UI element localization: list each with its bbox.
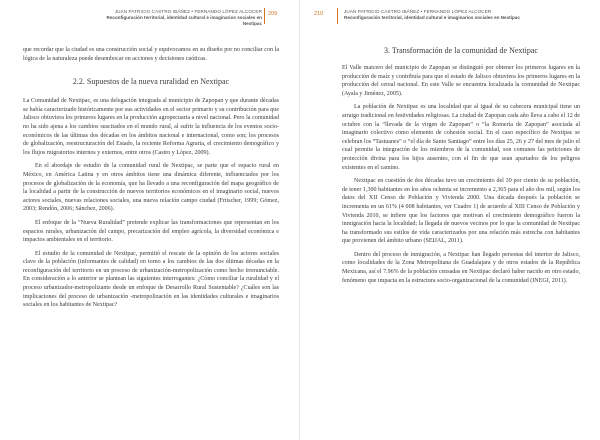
- right-body-text: [342, 46, 580, 285]
- right-page-number: 210: [314, 11, 324, 17]
- left-opening-paragraph: que recordar que la ciudad es una construcción social y equivocamos en su diseño por no conciliar con la lógica de la naturaleza puede desembocar en acciones y decisiones caóticas.: [23, 47, 279, 62]
- right-page: [300, 0, 600, 440]
- left-paragraph-3: El enfoque de la “Nueva Ruralidad” pretende explicar las transformaciones que representan en los espacios rurales, urbanización del campo, precarización del empleo agrícola, la diversidad económica e impactos ambientales en el territorio.: [23, 219, 279, 244]
- right-paragraph-3: Nextipac en cuestión de dos décadas tuvo un crecimiento del 39 por ciento de su población, de tener 1,300 habitantes en los años ochenta se incremento a 2,365 para el año dos mil, según los datos del XII Censo de Población y Vivienda 2000. Una década después la población se incrementa en un 61% (4 008 habitantes, ver Cuadro 1) de acuerdo al XIII Censo de Población y Vivienda 2010, se infiere que los factores que motivan el crecimiento demográfico fueron la inmigración hacia la localidad; la llegada de nuevos vecinos por lo que la comunidad de Nextipac ha transformado sus estilos de vida caracterizados por una relación más estrecha con habitantes que provienen del ámbito urbano (SEIJAL, 2011).: [342, 178, 580, 245]
- right-running-head: [344, 9, 524, 21]
- left-paragraph-1: La Comunidad de Nextipac, es una delegación integrada al municipio de Zapopan y que durante décadas se había caracterizado históricamente por sus actividades en el sector primario y su contribución para que Jalisco obtuviera los primeros lugares en la producción agropecuaria a nivel nacional. Pero la comunidad no ha sido ajena a los cambios suscitados en el mundo rural, al sufrir la influencia de los eventos socio-económicos de las últimas dos décadas en los ámbitos nacional e internacional, como son; los procesos de globalización, reestructuración del Estado, la reciente Reforma Agraria, el crecimiento demográfico y los flujos migratorios internos y externos, entre otros (Castro y López, 2009).: [23, 98, 279, 156]
- right-paragraph-2: La población de Nextipac es una localidad que al igual de su cabecera municipal tiene un arraigo tradicional en festividades religiosas. La ciudad de Zapopan cada año lleva a cabo el 12 de octubre con la “llevada de la virgen de Zapopan” o “la Romería de Zapopan” asociada al imaginario colectivo como elemento de cohesión social. En el caso específico de Nextipac se celebran los “Tastuanes” o “el día de Santo Santiago” entre los días 25, 26 y 27 del mes de julio el cual permite la integración de los miembros de la comunidad, son comunes las peticiones de protección divina para los hijos ausentes, con el fin de que sean apartados de los peligros existentes en el camino.: [342, 104, 580, 171]
- left-body-text: [23, 46, 279, 310]
- left-head-rule: [264, 8, 265, 24]
- right-running-head-title: Reconfiguración territorial, identidad cultural e imaginarios sociales en Nextipac: [344, 15, 520, 20]
- right-running-head-authors: JUAN PATRICIO CASTRO IBÁÑEZ • FERNANDO LÓPEZ ALCOCER: [344, 9, 492, 14]
- left-page-number: 209: [268, 11, 278, 17]
- right-head-rule: [337, 8, 338, 24]
- left-paragraph-2: En el abordaje de estudio de la comunidad rural de Nextipac, se parte que el espacio rural en México, en América Latina y en otros ámbitos tiene una dinámica diferente, influenciados por los procesos de globalización de la economía, que ha llevado a una reconfiguración del mapa geográfico de la localidad a partir de la construcción de nuevos territorios económicos en el imaginario social, nuevos actores sociales, nuevas relaciones sociales, una nueva relación campo ciudad (Fritscher, 1999; Gómez, 2003; Rendón, 2006; Sánchez, 2006).: [23, 163, 279, 213]
- right-paragraph-4: Dentro del proceso de inmigración, a Nextipac han llegado personas del interior de Jalisco, como localidades de la Zona Metropolitana de Guadalajara y de otros estados de la República Mexicana, así el 7.96% de la población censadas en Nextipac declaró haber nacido en otro estado, fenómeno que impacta en la estructura socio-organizacional de la comunidad (INEGI, 2011).: [342, 251, 580, 284]
- left-running-head-authors: JUAN PATRICIO CASTRO IBÁÑEZ • FERNANDO LÓPEZ ALCOCER: [114, 9, 262, 14]
- left-running-head-title: Reconfiguración territorial, identidad cultural e imaginarios sociales en Nextipac: [106, 15, 262, 26]
- right-paragraph-1: El Valle maicero del municipio de Zapopan se distinguió por obtener los primeros lugares en la producción de maíz y contribuía para que el estado de Jalisco obtuviera los primeros lugares en la producción del cereal nacional. En este Valle se encuentra localizada la comunidad de Nextipac (Ayala y Jiménez, 2005).: [342, 65, 580, 97]
- right-section-heading: 3. Transformación de la comunidad de Nextipac: [384, 46, 538, 55]
- left-running-head: [90, 9, 262, 27]
- left-paragraph-4: El estudio de la comunidad de Nextipac, permitió el rescate de la opinión de los actores sociales clave de la población (informantes de calidad) en torno a los cambios de las dos últimas décadas en la reconfiguración del territorio en un proceso de urbanización-metropolización como hecho irrenunciable. En consideración a lo anterior se plantean las siguientes interrogantes: ¿Cómo conciliar la ruralidad y el proceso urbanizador-metropolizante desde un enfoque de Desarrollo Rural Sustentable? ¿Cuáles son las implicaciones del proceso de urbanización -metropolización en las identidades culturales e imaginarios sociales en los habitantes de Nextipac?: [23, 250, 279, 309]
- left-section-heading: 2.2. Supuestos de la nueva ruralidad en Nextipac: [72, 77, 230, 87]
